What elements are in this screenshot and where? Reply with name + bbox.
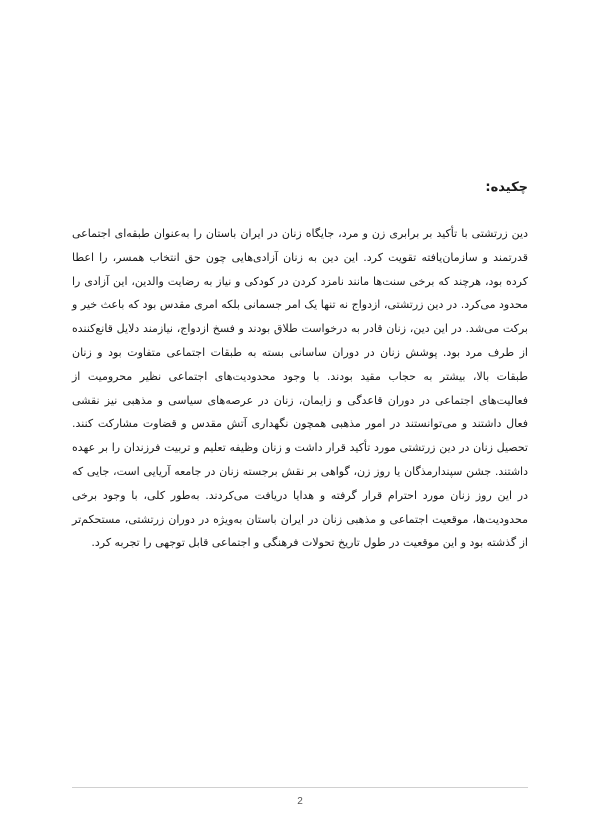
abstract-paragraph: دین زرتشتی با تأکید بر برابری زن و مرد، جایگاه زنان در ایران باستان را به‌عنوان طبقه‌ای اجتماعی قدرتمند و سازمان‌یافته تقویت کرد. این دین به زنان آزادی‌هایی چون حق انتخاب همسر، را اعطا کرده بود، هرچند که برخی سنت‌ها مانند نامزد کردن در کودکی و نیاز به رضایت والدین، این آزادی را محدود می‌کرد. در دین زرتشتی، ازدواج نه تنها یک امر جسمانی بلکه امری مقدس بود که باعث خیر و برکت می‌شد. در این دین، زنان قادر به درخواست طلاق بودند و فسخ ازدواج، نیازمند دلایل قانع‌کننده از طرف مرد بود. پوشش زنان در دوران ساسانی بسته به طبقات اجتماعی متفاوت بود و زنان طبقات بالا، بیشتر به حجاب مقید بودند. با وجود محدودیت‌های اجتماعی نظیر محرومیت از فعالیت‌های اجتماعی در دوران قاعدگی و زایمان، زنان در عرصه‌های سیاسی و مذهبی نیز نقشی فعال داشتند و می‌توانستند در امور مذهبی همچون نگهداری آتش مقدس و قضاوت مشارکت کنند. تحصیل زنان در دین زرتشتی مورد تأکید قرار داشت و زنان وظیفه تعلیم و تربیت فرزندان را بر عهده داشتند. جشن سپندارمذگان یا روز زن، گواهی بر نقش برجسته زنان در جامعه آریایی است، جایی که در این روز زنان مورد احترام قرار گرفته و هدایا دریافت می‌کردند. به‌طور کلی، با وجود برخی محدودیت‌ها، موقعیت اجتماعی و مذهبی زنان در ایران باستان به‌ویژه در دوران زرتشتی، مستحکم‌تر از گذشته بود و این موقعیت در طول تاریخ تحولات فرهنگی و اجتماعی قابل توجهی را تجربه کرد. xyxy=(72,227,528,550)
page-number: 2 xyxy=(297,796,303,807)
abstract-heading: چکیده: xyxy=(485,180,528,195)
footer-divider xyxy=(72,787,528,788)
